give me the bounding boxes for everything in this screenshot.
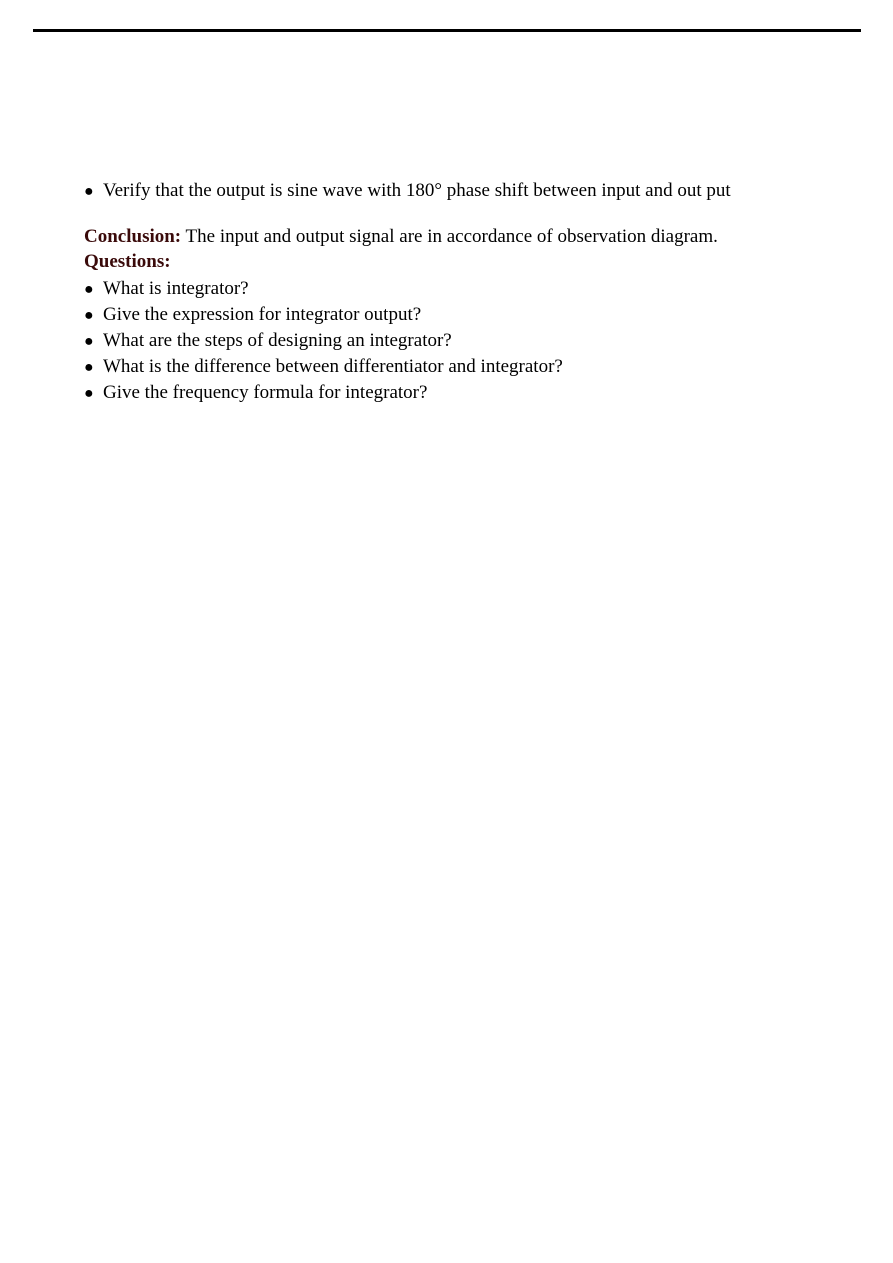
question-text: Give the expression for integrator output? [103,304,422,325]
verify-item [84,178,844,204]
question-text: What is the difference between differentiator and integrator? [103,356,563,377]
bullet-icon: ● [84,307,94,324]
question-text: What are the steps of designing an integrator? [103,330,452,351]
conclusion-paragraph [84,224,844,249]
bullet-icon: ● [84,281,94,298]
conclusion-text: The input and output signal are in accordance of observation diagram. [181,226,718,247]
bullet-icon: ● [84,183,94,200]
question-item [84,354,844,380]
question-text: What is integrator? [103,278,249,299]
header-rule [33,29,861,32]
page-content [84,178,844,406]
question-item [84,302,844,328]
conclusion-label: Conclusion: [84,226,182,247]
bullet-icon: ● [84,385,94,402]
question-item [84,276,844,302]
bullet-icon: ● [84,359,94,376]
question-item [84,328,844,354]
question-item [84,380,844,406]
questions-heading: Questions: [84,251,171,272]
question-text: Give the frequency formula for integrator? [103,382,428,403]
questions-list [84,276,844,406]
verify-item-text: Verify that the output is sine wave with 180° phase shift between input and out put [103,180,731,201]
bullet-icon: ● [84,333,94,350]
